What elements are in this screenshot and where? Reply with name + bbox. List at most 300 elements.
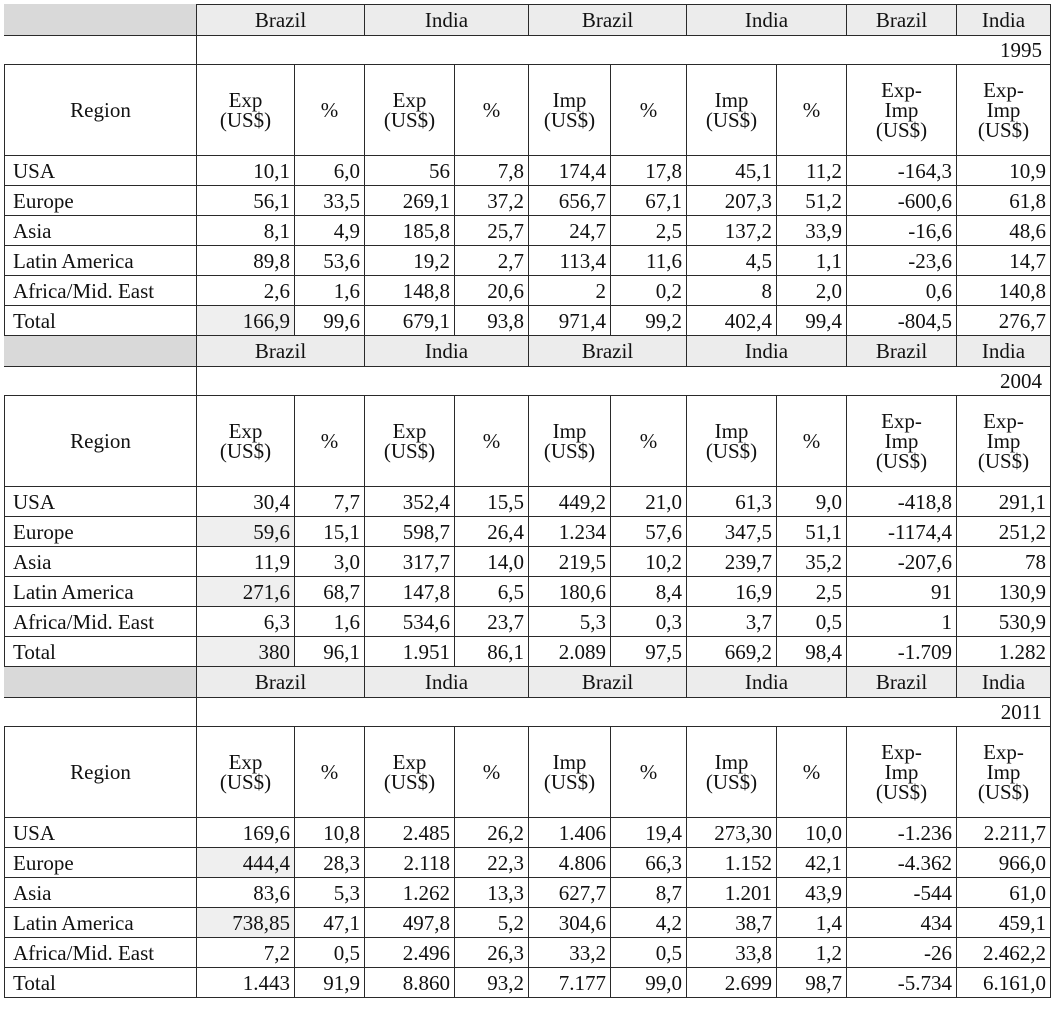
value-cell: 2,7 xyxy=(455,246,529,276)
value-cell: -1.236 xyxy=(847,818,957,848)
value-cell: 86,1 xyxy=(455,637,529,667)
bal-header-line: Exp- xyxy=(881,740,922,764)
value-cell: 9,0 xyxy=(777,487,847,517)
value-cell: 28,3 xyxy=(295,848,365,878)
value-cell: 137,2 xyxy=(687,216,777,246)
value-cell: 130,9 xyxy=(957,577,1051,607)
bal-header-line: Imp xyxy=(884,760,919,784)
value-cell: 2,5 xyxy=(777,577,847,607)
exp-header-line: (US$) xyxy=(219,108,272,132)
pct-header: % xyxy=(611,396,687,487)
value-cell: 251,2 xyxy=(957,517,1051,547)
table-row xyxy=(5,577,1051,607)
country-label: India xyxy=(687,336,847,367)
value-cell: 21,0 xyxy=(611,487,687,517)
table-row xyxy=(5,637,1051,667)
value-cell: 33,2 xyxy=(529,938,611,968)
value-cell: 99,6 xyxy=(295,306,365,336)
value-cell: 61,0 xyxy=(957,878,1051,908)
region-label: Europe xyxy=(5,517,197,547)
value-cell: 6,3 xyxy=(197,607,295,637)
value-cell: 1,4 xyxy=(777,908,847,938)
value-cell: 7,7 xyxy=(295,487,365,517)
value-cell: 2.089 xyxy=(529,637,611,667)
value-cell: 68,7 xyxy=(295,577,365,607)
value-cell: 38,7 xyxy=(687,908,777,938)
table-row xyxy=(5,216,1051,246)
value-cell: 97,5 xyxy=(611,637,687,667)
value-cell: 98,4 xyxy=(777,637,847,667)
value-cell: 444,4 xyxy=(197,848,295,878)
value-cell: 57,6 xyxy=(611,517,687,547)
value-cell: 1.234 xyxy=(529,517,611,547)
value-cell: 534,6 xyxy=(365,607,455,637)
value-cell: 2,0 xyxy=(777,276,847,306)
table-row xyxy=(5,547,1051,577)
value-cell: 1 xyxy=(847,607,957,637)
country-label: Brazil xyxy=(847,667,957,698)
table-row xyxy=(5,156,1051,186)
value-cell: 8,4 xyxy=(611,577,687,607)
value-cell: 2.462,2 xyxy=(957,938,1051,968)
value-cell: 10,2 xyxy=(611,547,687,577)
region-label: Total xyxy=(5,968,197,998)
value-cell: 148,8 xyxy=(365,276,455,306)
value-cell: 67,1 xyxy=(611,186,687,216)
value-cell: 83,6 xyxy=(197,878,295,908)
value-cell: 352,4 xyxy=(365,487,455,517)
value-cell: 19,4 xyxy=(611,818,687,848)
value-cell: 1.406 xyxy=(529,818,611,848)
value-cell: 15,5 xyxy=(455,487,529,517)
value-cell: 1.282 xyxy=(957,637,1051,667)
value-cell: 6.161,0 xyxy=(957,968,1051,998)
country-header-row xyxy=(5,667,1051,698)
value-cell: 35,2 xyxy=(777,547,847,577)
value-cell: -4.362 xyxy=(847,848,957,878)
pct-header: % xyxy=(455,727,529,818)
trade-table-container xyxy=(4,4,1050,998)
value-cell: -804,5 xyxy=(847,306,957,336)
exp-header xyxy=(197,65,295,156)
value-cell: 66,3 xyxy=(611,848,687,878)
exp-header xyxy=(197,396,295,487)
region-label: Latin America xyxy=(5,246,197,276)
bal-header-line: (US$) xyxy=(875,118,928,142)
table-row xyxy=(5,246,1051,276)
value-cell: 6,0 xyxy=(295,156,365,186)
bal-header xyxy=(847,396,957,487)
imp-header xyxy=(687,65,777,156)
value-cell: 89,8 xyxy=(197,246,295,276)
value-cell: -23,6 xyxy=(847,246,957,276)
country-label: Brazil xyxy=(529,5,687,36)
country-label: India xyxy=(365,5,529,36)
value-cell: 1.201 xyxy=(687,878,777,908)
imp-header-line: (US$) xyxy=(705,770,758,794)
bal-header-line: (US$) xyxy=(977,118,1030,142)
bal-header xyxy=(957,727,1051,818)
value-cell: 2,5 xyxy=(611,216,687,246)
exp-header-line: (US$) xyxy=(219,439,272,463)
value-cell: 1.951 xyxy=(365,637,455,667)
value-cell: 627,7 xyxy=(529,878,611,908)
value-cell: 25,7 xyxy=(455,216,529,246)
value-cell: 669,2 xyxy=(687,637,777,667)
year-blank-cell xyxy=(5,367,197,396)
table-row xyxy=(5,908,1051,938)
exp-header-line: Exp xyxy=(392,419,427,443)
bal-header-line: Exp- xyxy=(881,409,922,433)
column-header-row xyxy=(5,65,1051,156)
value-cell: 43,9 xyxy=(777,878,847,908)
value-cell: 1,6 xyxy=(295,607,365,637)
bal-header-line: Exp- xyxy=(983,78,1024,102)
value-cell: 1,2 xyxy=(777,938,847,968)
region-label: Latin America xyxy=(5,577,197,607)
value-cell: 2.496 xyxy=(365,938,455,968)
country-label: Brazil xyxy=(529,667,687,698)
region-label: Europe xyxy=(5,848,197,878)
value-cell: 5,2 xyxy=(455,908,529,938)
country-header-row xyxy=(5,336,1051,367)
value-cell: 61,8 xyxy=(957,186,1051,216)
table-row xyxy=(5,276,1051,306)
value-cell: 239,7 xyxy=(687,547,777,577)
region-label: USA xyxy=(5,487,197,517)
table-row xyxy=(5,848,1051,878)
value-cell: 2.699 xyxy=(687,968,777,998)
value-cell: 166,9 xyxy=(197,306,295,336)
country-label: Brazil xyxy=(197,336,365,367)
value-cell: 26,4 xyxy=(455,517,529,547)
value-cell: 8,1 xyxy=(197,216,295,246)
imp-header-line: (US$) xyxy=(705,108,758,132)
exp-header-line: (US$) xyxy=(383,770,436,794)
value-cell: 459,1 xyxy=(957,908,1051,938)
region-label: Africa/Mid. East xyxy=(5,607,197,637)
column-header-row xyxy=(5,727,1051,818)
region-label: Latin America xyxy=(5,908,197,938)
value-cell: 0,2 xyxy=(611,276,687,306)
value-cell: 98,7 xyxy=(777,968,847,998)
value-cell: 0,6 xyxy=(847,276,957,306)
value-cell: 24,7 xyxy=(529,216,611,246)
exp-header-line: Exp xyxy=(392,88,427,112)
region-label: Total xyxy=(5,306,197,336)
exp-header-line: Exp xyxy=(228,750,263,774)
value-cell: 966,0 xyxy=(957,848,1051,878)
value-cell: 7.177 xyxy=(529,968,611,998)
exp-header-line: (US$) xyxy=(219,770,272,794)
region-label: USA xyxy=(5,818,197,848)
value-cell: -207,6 xyxy=(847,547,957,577)
value-cell: 402,4 xyxy=(687,306,777,336)
pct-header: % xyxy=(295,65,365,156)
country-label: Brazil xyxy=(847,336,957,367)
value-cell: 4.806 xyxy=(529,848,611,878)
value-cell: 19,2 xyxy=(365,246,455,276)
value-cell: 317,7 xyxy=(365,547,455,577)
value-cell: -1.709 xyxy=(847,637,957,667)
imp-header-line: Imp xyxy=(714,419,749,443)
bal-header-line: Exp- xyxy=(881,78,922,102)
value-cell: 11,6 xyxy=(611,246,687,276)
value-cell: 276,7 xyxy=(957,306,1051,336)
imp-header xyxy=(687,396,777,487)
value-cell: 1.262 xyxy=(365,878,455,908)
imp-header-line: (US$) xyxy=(543,770,596,794)
country-label: India xyxy=(687,5,847,36)
region-label: Africa/Mid. East xyxy=(5,938,197,968)
bal-header-line: (US$) xyxy=(977,780,1030,804)
value-cell: -16,6 xyxy=(847,216,957,246)
value-cell: 598,7 xyxy=(365,517,455,547)
country-label: India xyxy=(957,5,1051,36)
value-cell: 8 xyxy=(687,276,777,306)
value-cell: -544 xyxy=(847,878,957,908)
country-label: India xyxy=(365,336,529,367)
value-cell: 291,1 xyxy=(957,487,1051,517)
value-cell: 1.152 xyxy=(687,848,777,878)
value-cell: 93,2 xyxy=(455,968,529,998)
region-label: Europe xyxy=(5,186,197,216)
exp-header xyxy=(365,65,455,156)
value-cell: 99,4 xyxy=(777,306,847,336)
value-cell: 3,7 xyxy=(687,607,777,637)
region-header: Region xyxy=(5,65,197,156)
country-label: India xyxy=(957,667,1051,698)
country-label: Brazil xyxy=(197,667,365,698)
value-cell: 185,8 xyxy=(365,216,455,246)
value-cell: 47,1 xyxy=(295,908,365,938)
value-cell: 48,6 xyxy=(957,216,1051,246)
value-cell: 3,0 xyxy=(295,547,365,577)
pct-header: % xyxy=(611,727,687,818)
value-cell: 113,4 xyxy=(529,246,611,276)
value-cell: 0,5 xyxy=(611,938,687,968)
value-cell: -164,3 xyxy=(847,156,957,186)
table-row xyxy=(5,607,1051,637)
value-cell: 26,2 xyxy=(455,818,529,848)
value-cell: 7,8 xyxy=(455,156,529,186)
value-cell: 656,7 xyxy=(529,186,611,216)
value-cell: 42,1 xyxy=(777,848,847,878)
value-cell: 26,3 xyxy=(455,938,529,968)
region-label: Asia xyxy=(5,547,197,577)
table-row xyxy=(5,186,1051,216)
value-cell: 347,5 xyxy=(687,517,777,547)
value-cell: 61,3 xyxy=(687,487,777,517)
value-cell: 738,85 xyxy=(197,908,295,938)
bal-header-line: Exp- xyxy=(983,409,1024,433)
value-cell: 96,1 xyxy=(295,637,365,667)
value-cell: 2.211,7 xyxy=(957,818,1051,848)
value-cell: 11,2 xyxy=(777,156,847,186)
corner-cell xyxy=(5,336,197,367)
table-body xyxy=(5,5,1051,998)
value-cell: 169,6 xyxy=(197,818,295,848)
value-cell: 4,5 xyxy=(687,246,777,276)
value-cell: 33,8 xyxy=(687,938,777,968)
imp-header-line: Imp xyxy=(714,88,749,112)
value-cell: 1,6 xyxy=(295,276,365,306)
imp-header-line: (US$) xyxy=(705,439,758,463)
year-row xyxy=(5,36,1051,65)
region-header: Region xyxy=(5,396,197,487)
region-label: Total xyxy=(5,637,197,667)
value-cell: 271,6 xyxy=(197,577,295,607)
value-cell: 20,6 xyxy=(455,276,529,306)
value-cell: 51,2 xyxy=(777,186,847,216)
imp-header xyxy=(529,65,611,156)
year-label: 2011 xyxy=(197,698,1051,727)
column-header-row xyxy=(5,396,1051,487)
trade-table xyxy=(4,4,1051,998)
value-cell: 33,9 xyxy=(777,216,847,246)
value-cell: -418,8 xyxy=(847,487,957,517)
exp-header-line: (US$) xyxy=(383,108,436,132)
table-row xyxy=(5,938,1051,968)
value-cell: 0,3 xyxy=(611,607,687,637)
value-cell: 22,3 xyxy=(455,848,529,878)
value-cell: 10,1 xyxy=(197,156,295,186)
pct-header: % xyxy=(777,65,847,156)
value-cell: 51,1 xyxy=(777,517,847,547)
imp-header-line: (US$) xyxy=(543,108,596,132)
value-cell: 56 xyxy=(365,156,455,186)
region-header: Region xyxy=(5,727,197,818)
value-cell: 6,5 xyxy=(455,577,529,607)
country-header-row xyxy=(5,5,1051,36)
value-cell: 45,1 xyxy=(687,156,777,186)
bal-header-line: (US$) xyxy=(875,449,928,473)
country-label: India xyxy=(687,667,847,698)
country-label: Brazil xyxy=(529,336,687,367)
region-label: Asia xyxy=(5,878,197,908)
country-label: Brazil xyxy=(197,5,365,36)
value-cell: 14,0 xyxy=(455,547,529,577)
value-cell: 434 xyxy=(847,908,957,938)
value-cell: 93,8 xyxy=(455,306,529,336)
value-cell: 30,4 xyxy=(197,487,295,517)
corner-cell xyxy=(5,5,197,36)
value-cell: 11,9 xyxy=(197,547,295,577)
value-cell: 33,5 xyxy=(295,186,365,216)
value-cell: 56,1 xyxy=(197,186,295,216)
year-blank-cell xyxy=(5,698,197,727)
region-label: Africa/Mid. East xyxy=(5,276,197,306)
value-cell: 99,0 xyxy=(611,968,687,998)
country-label: Brazil xyxy=(847,5,957,36)
value-cell: 140,8 xyxy=(957,276,1051,306)
table-row xyxy=(5,487,1051,517)
value-cell: 16,9 xyxy=(687,577,777,607)
value-cell: 380 xyxy=(197,637,295,667)
table-row xyxy=(5,306,1051,336)
value-cell: 23,7 xyxy=(455,607,529,637)
value-cell: 219,5 xyxy=(529,547,611,577)
bal-header-line: Imp xyxy=(986,98,1021,122)
exp-header-line: Exp xyxy=(228,419,263,443)
imp-header-line: Imp xyxy=(552,750,587,774)
imp-header xyxy=(687,727,777,818)
value-cell: 53,6 xyxy=(295,246,365,276)
value-cell: 679,1 xyxy=(365,306,455,336)
bal-header-line: Imp xyxy=(884,429,919,453)
value-cell: 147,8 xyxy=(365,577,455,607)
value-cell: 10,9 xyxy=(957,156,1051,186)
value-cell: 10,0 xyxy=(777,818,847,848)
pct-header: % xyxy=(455,65,529,156)
value-cell: 2.485 xyxy=(365,818,455,848)
year-blank-cell xyxy=(5,36,197,65)
value-cell: 273,30 xyxy=(687,818,777,848)
value-cell: 14,7 xyxy=(957,246,1051,276)
pct-header: % xyxy=(777,396,847,487)
year-label: 1995 xyxy=(197,36,1051,65)
imp-header-line: Imp xyxy=(552,419,587,443)
value-cell: 2,6 xyxy=(197,276,295,306)
value-cell: 8,7 xyxy=(611,878,687,908)
table-row xyxy=(5,878,1051,908)
imp-header-line: Imp xyxy=(552,88,587,112)
value-cell: 8.860 xyxy=(365,968,455,998)
value-cell: -26 xyxy=(847,938,957,968)
value-cell: 59,6 xyxy=(197,517,295,547)
value-cell: 37,2 xyxy=(455,186,529,216)
year-row xyxy=(5,367,1051,396)
bal-header-line: (US$) xyxy=(875,780,928,804)
bal-header-line: Exp- xyxy=(983,740,1024,764)
value-cell: 971,4 xyxy=(529,306,611,336)
region-label: Asia xyxy=(5,216,197,246)
exp-header-line: Exp xyxy=(228,88,263,112)
value-cell: 4,9 xyxy=(295,216,365,246)
value-cell: 17,8 xyxy=(611,156,687,186)
imp-header-line: Imp xyxy=(714,750,749,774)
pct-header: % xyxy=(611,65,687,156)
bal-header xyxy=(847,727,957,818)
value-cell: 5,3 xyxy=(295,878,365,908)
pct-header: % xyxy=(777,727,847,818)
value-cell: 174,4 xyxy=(529,156,611,186)
value-cell: 497,8 xyxy=(365,908,455,938)
corner-cell xyxy=(5,667,197,698)
bal-header-line: Imp xyxy=(884,98,919,122)
imp-header-line: (US$) xyxy=(543,439,596,463)
bal-header xyxy=(957,65,1051,156)
value-cell: 91 xyxy=(847,577,957,607)
value-cell: 530,9 xyxy=(957,607,1051,637)
year-row xyxy=(5,698,1051,727)
value-cell: 180,6 xyxy=(529,577,611,607)
value-cell: 91,9 xyxy=(295,968,365,998)
value-cell: 99,2 xyxy=(611,306,687,336)
table-row xyxy=(5,517,1051,547)
exp-header xyxy=(365,396,455,487)
bal-header-line: (US$) xyxy=(977,449,1030,473)
exp-header xyxy=(365,727,455,818)
value-cell: -600,6 xyxy=(847,186,957,216)
pct-header: % xyxy=(455,396,529,487)
bal-header xyxy=(847,65,957,156)
value-cell: 15,1 xyxy=(295,517,365,547)
value-cell: 207,3 xyxy=(687,186,777,216)
value-cell: 4,2 xyxy=(611,908,687,938)
value-cell: 0,5 xyxy=(777,607,847,637)
country-label: India xyxy=(957,336,1051,367)
